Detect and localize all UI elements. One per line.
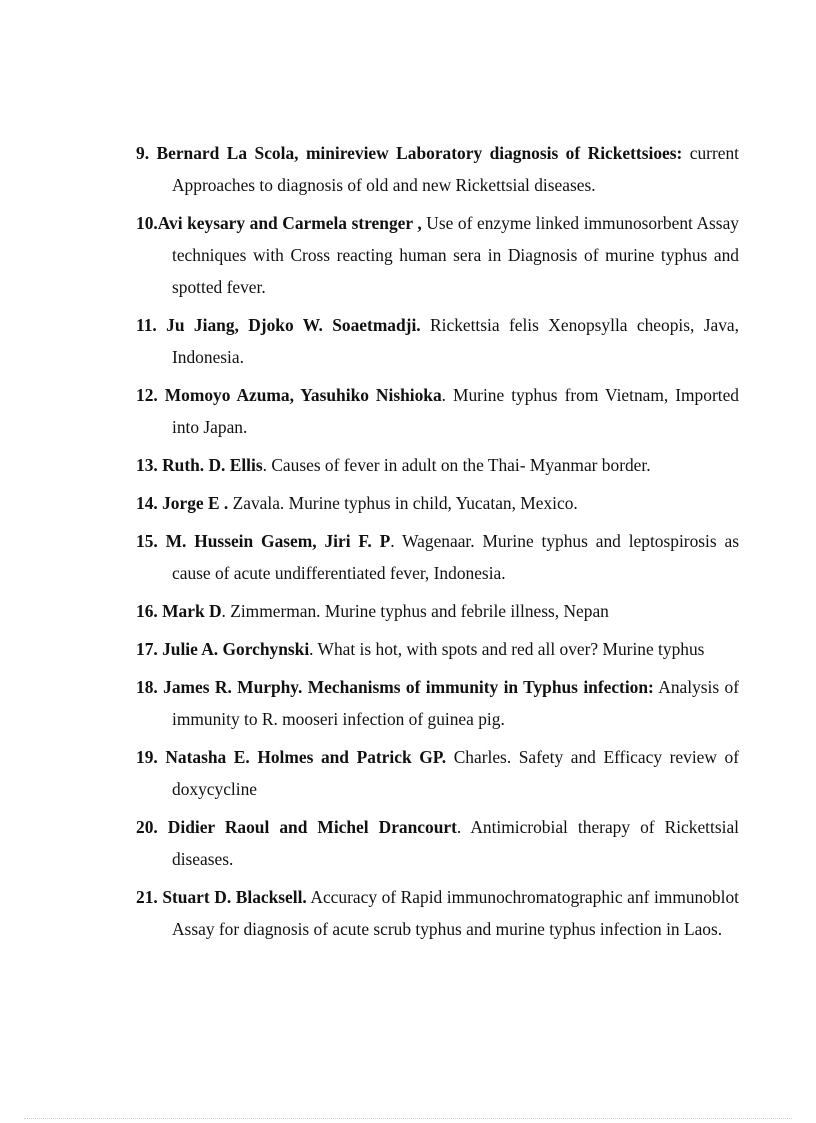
reference-number: 17.: [136, 639, 158, 659]
reference-authors: Jorge E .: [162, 493, 229, 513]
reference-authors: Mark D: [162, 601, 222, 621]
reference-list: [136, 137, 739, 951]
reference-text: current Approaches to diagnosis of old and new Rickettsial diseases.: [172, 143, 739, 195]
reference-number: 15.: [136, 531, 158, 551]
reference-authors: Ruth. D. Ellis: [162, 455, 263, 475]
reference-authors: M. Hussein Gasem, Jiri F. P: [165, 531, 391, 551]
reference-text: . Murine typhus from Vietnam, Imported into Japan.: [172, 385, 739, 437]
reference-item: [136, 525, 739, 589]
reference-number: 10.: [136, 213, 158, 233]
reference-number: 19.: [136, 747, 158, 767]
reference-number: 18.: [136, 677, 158, 697]
reference-authors: Ju Jiang, Djoko W. Soaetmadji.: [166, 315, 421, 335]
reference-authors: Stuart D. Blacksell.: [162, 887, 307, 907]
reference-number: 11.: [136, 315, 157, 335]
reference-item: [136, 207, 739, 303]
reference-text: Zavala. Murine typhus in child, Yucatan, Mexico.: [228, 493, 578, 513]
reference-authors: Didier Raoul and Michel Drancourt: [167, 817, 457, 837]
reference-item: [136, 449, 739, 481]
reference-item: [136, 487, 739, 519]
reference-authors: Natasha E. Holmes and Patrick GP.: [165, 747, 447, 767]
reference-number: 21.: [136, 887, 158, 907]
reference-text: Analysis of immunity to R. mooseri infection of guinea pig.: [172, 677, 739, 729]
reference-number: 9.: [136, 143, 150, 163]
reference-text: Accuracy of Rapid immunochromatographic anf immunoblot Assay for diagnosis of acute scrub typhus and murine typhus infection in Laos.: [172, 887, 739, 939]
reference-text: . Causes of fever in adult on the Thai- Myanmar border.: [262, 455, 651, 475]
reference-text: . Wagenaar. Murine typhus and leptospirosis as cause of acute undifferentiated fever, Indonesia.: [172, 531, 739, 583]
reference-text: . Zimmerman. Murine typhus and febrile illness, Nepan: [221, 601, 609, 621]
reference-number: 16.: [136, 601, 158, 621]
reference-item: [136, 595, 739, 627]
reference-authors: Julie A. Gorchynski: [162, 639, 310, 659]
reference-number: 20.: [136, 817, 158, 837]
reference-number: 13.: [136, 455, 158, 475]
reference-item: [136, 811, 739, 875]
reference-item: [136, 633, 739, 665]
reference-number: 14.: [136, 493, 158, 513]
reference-item: [136, 309, 739, 373]
reference-authors: Avi keysary and Carmela strenger ,: [157, 213, 422, 233]
reference-authors: Bernard La Scola, minireview Laboratory diagnosis of Rickettsioes:: [156, 143, 683, 163]
page-bottom-divider: [24, 1118, 792, 1119]
reference-text: . Antimicrobial therapy of Rickettsial diseases.: [172, 817, 739, 869]
reference-number: 12.: [136, 385, 158, 405]
reference-item: [136, 741, 739, 805]
reference-authors: James R. Murphy. Mechanisms of immunity in Typhus infection:: [163, 677, 654, 697]
reference-item: [136, 671, 739, 735]
reference-text: . What is hot, with spots and red all over? Murine typhus: [309, 639, 705, 659]
reference-item: [136, 379, 739, 443]
reference-item: [136, 881, 739, 945]
reference-item: [136, 137, 739, 201]
reference-text: Charles. Safety and Efficacy review of doxycycline: [172, 747, 739, 799]
reference-text: Use of enzyme linked immunosorbent Assay techniques with Cross reacting human sera in Diagnosis of murine typhus and spotted fever.: [172, 213, 739, 297]
reference-authors: Momoyo Azuma, Yasuhiko Nishioka: [164, 385, 442, 405]
reference-text: Rickettsia felis Xenopsylla cheopis, Java, Indonesia.: [172, 315, 739, 367]
